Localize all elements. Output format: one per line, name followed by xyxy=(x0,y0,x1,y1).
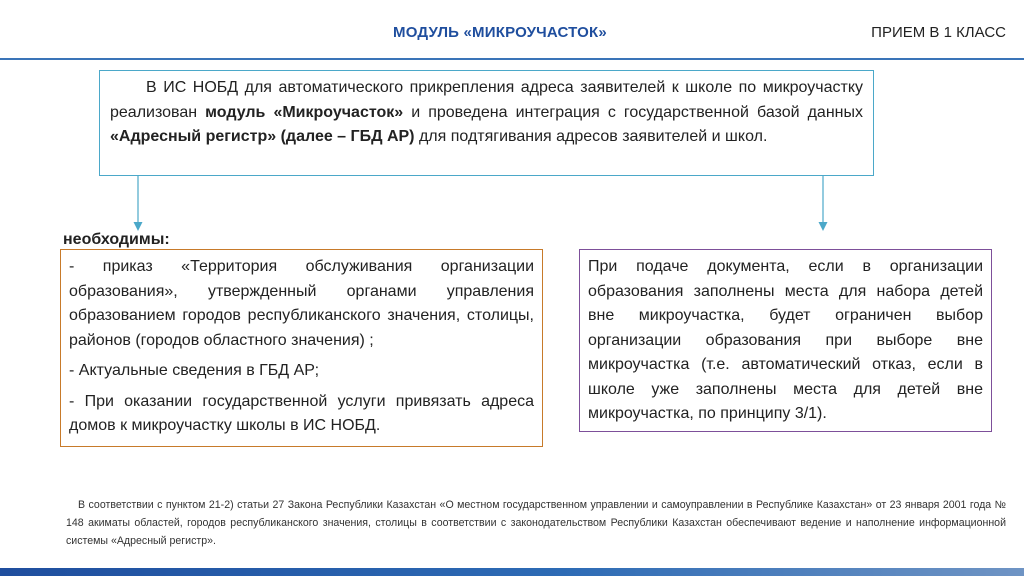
header-right-label: ПРИЕМ В 1 КЛАСС xyxy=(871,24,1006,41)
intro-bold-module: модуль «Микроучасток» xyxy=(205,103,404,121)
needed-label: необходимы: xyxy=(63,231,170,248)
footnote-text: В соответствии с пунктом 21-2) статьи 27 Закона Республики Казахстан «О местном государственном управлении и самоуправлении в Республике Казахстан» от 23 января 2001 года № 148 акиматы областей, городов республиканского значения, столицы в соответствии с законодательством Республики Казахстан обеспечивают ведение и наполнение информационной системы «Адресный регистр». xyxy=(66,499,1006,547)
arrow-right xyxy=(817,176,829,232)
requirement-item: - При оказании государственной услуги привязать адреса домов к микроучастку школы в ИС НОБД. xyxy=(69,392,534,434)
requirement-item: - приказ «Территория обслуживания организации образования», утвержденный органами управления образованием городов республиканского значения, столицы, районов (городов областного значения) ; xyxy=(69,258,534,349)
header-title: МОДУЛЬ «МИКРОУЧАСТОК» xyxy=(393,24,607,41)
intro-bold-registry: «Адресный регистр» (далее – ГБД АР) xyxy=(110,128,415,145)
restriction-box: При подаче документа, если в организации образования заполнены места для набора детей вне микроучастка, будет ограничен выбор организации образования при выборе вне микроучастка (т.е. автоматический отказ, если в школе уже заполнены места для детей вне микроучастка, по принципу 3/1). xyxy=(579,249,992,432)
header-divider xyxy=(0,58,1024,60)
intro-box xyxy=(99,70,874,176)
footnote xyxy=(66,496,1006,550)
requirements-box xyxy=(60,249,543,447)
intro-text-1: В ИС НОБД для автоматического прикрепления адреса заявителей к школе по микроучастку реализован xyxy=(110,79,863,121)
arrow-left xyxy=(132,176,144,232)
intro-text-2: и проведена интеграция с государственной базой данных xyxy=(403,103,864,121)
requirement-item: - Актуальные сведения в ГБД АР; xyxy=(69,362,320,379)
bottom-bar xyxy=(0,568,1024,576)
intro-text-3: для подтягивания адресов заявителей и школ. xyxy=(414,128,768,145)
